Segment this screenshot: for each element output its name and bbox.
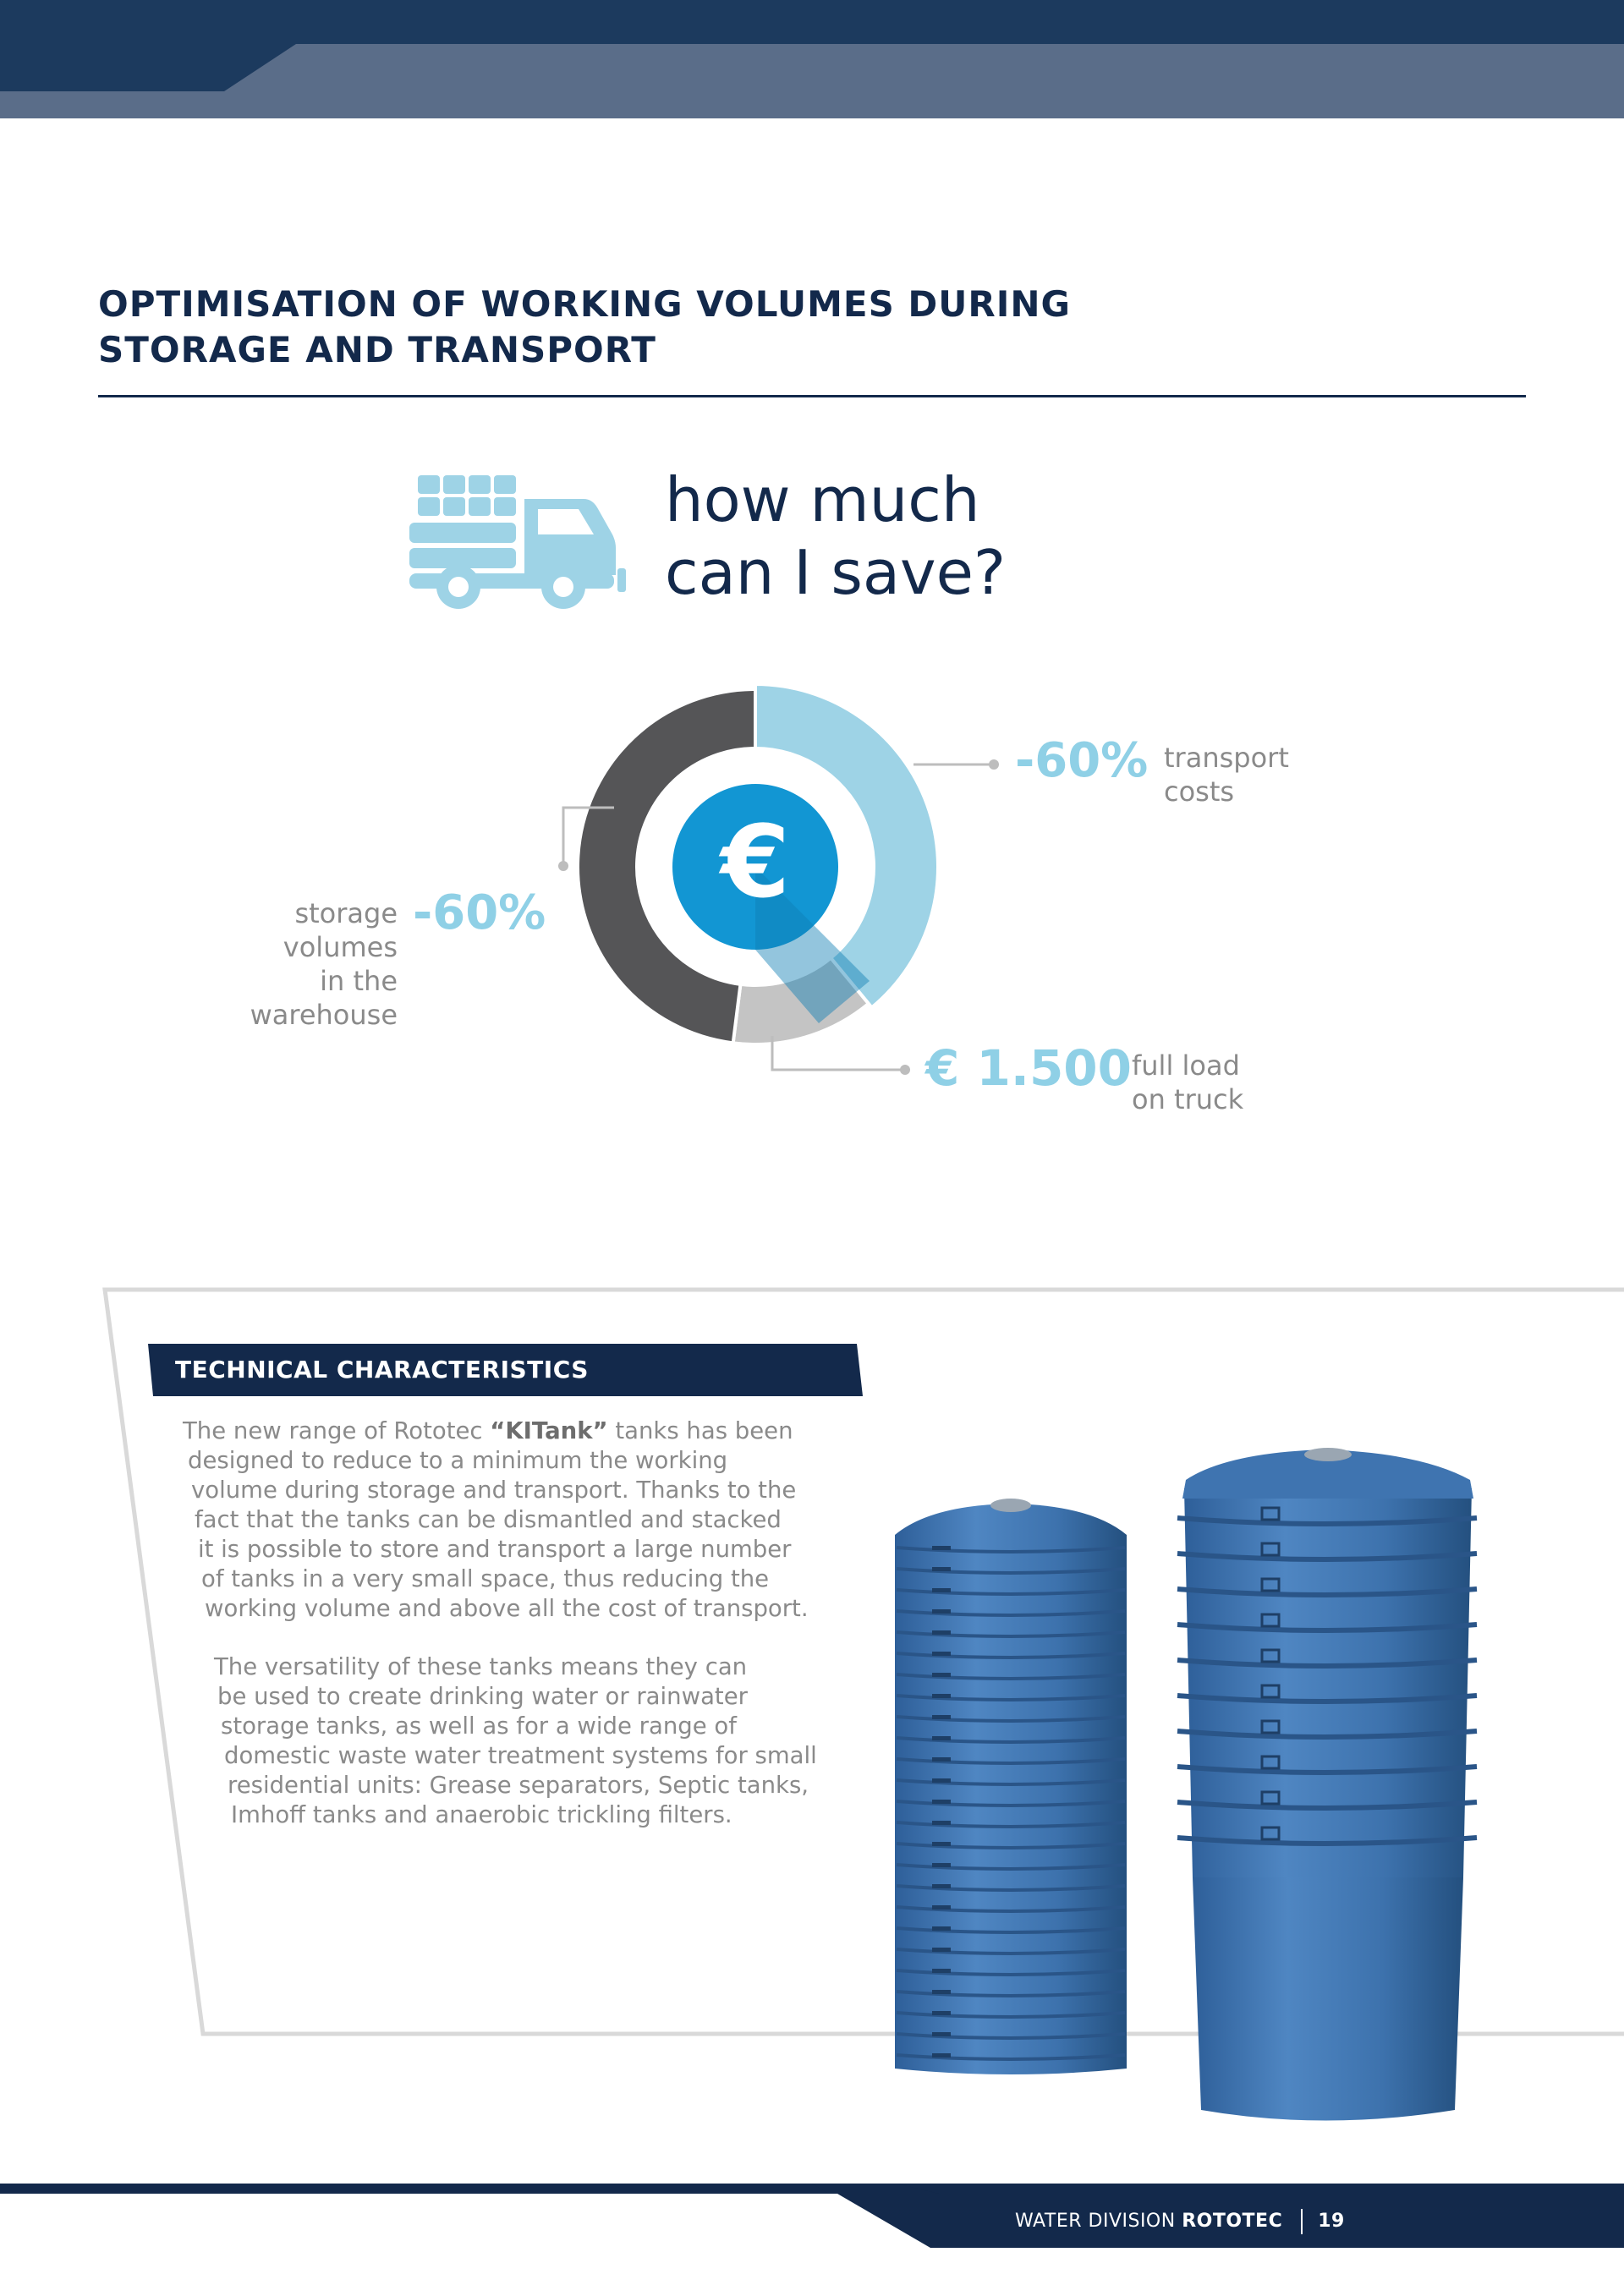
storage-label-line-2: volumes bbox=[283, 931, 398, 963]
full-load-label-line-2: on truck bbox=[1132, 1083, 1244, 1115]
storage-savings-value: -60% bbox=[413, 885, 546, 940]
footer-brand: ROTOTEC bbox=[1182, 2211, 1283, 2232]
page-number: 19 bbox=[1318, 2211, 1345, 2232]
paragraph-1-line-1 bbox=[183, 1417, 809, 1446]
technical-paragraph-1 bbox=[183, 1417, 809, 1624]
headline bbox=[665, 463, 1006, 609]
paragraph-2-line-5: residential units: Grease separators, Septic tanks, bbox=[228, 1772, 809, 1799]
transport-savings-value: -60% bbox=[1015, 733, 1149, 788]
storage-label-line-1: storage bbox=[294, 897, 398, 929]
paragraph-2-line-6: Imhoff tanks and anaerobic trickling filters. bbox=[231, 1801, 732, 1828]
paragraph-1-line-4: fact that the tanks can be dismantled and stacked bbox=[195, 1506, 782, 1533]
paragraph-1-line-7: working volume and above all the cost of transport. bbox=[205, 1595, 809, 1622]
technical-characteristics-label bbox=[148, 1344, 863, 1396]
section-title bbox=[98, 282, 1071, 373]
transport-label-line-1: transport bbox=[1164, 742, 1289, 774]
tall-ribbed-tank bbox=[895, 1499, 1127, 2074]
section-title-line-1: OPTIMISATION OF WORKING VOLUMES DURING bbox=[98, 283, 1071, 325]
headline-line-2: can I save? bbox=[665, 537, 1007, 608]
paragraph-1-line-5: it is possible to store and transport a large number bbox=[198, 1536, 792, 1563]
footer-division: WATER DIVISION bbox=[1015, 2211, 1182, 2232]
storage-savings-label bbox=[203, 896, 398, 1032]
storage-label-line-3: in the bbox=[320, 965, 398, 997]
paragraph-1-line-1c: tanks has been bbox=[607, 1417, 793, 1444]
headline-line-1: how much bbox=[665, 464, 980, 535]
paragraph-1-line-6: of tanks in a very small space, thus reducing the bbox=[201, 1565, 770, 1592]
full-load-label bbox=[1132, 1049, 1243, 1116]
truck-with-boxes-icon bbox=[409, 474, 626, 612]
savings-donut bbox=[491, 660, 964, 1066]
title-divider bbox=[98, 395, 1526, 397]
paragraph-1-line-2: designed to reduce to a minimum the working bbox=[188, 1447, 728, 1474]
paragraph-1-line-1a: The new range of Rototec bbox=[183, 1417, 491, 1444]
footer-separator bbox=[1301, 2209, 1303, 2234]
footer-text bbox=[1015, 2209, 1345, 2234]
paragraph-2-line-4: domestic waste water treatment systems for small bbox=[224, 1742, 817, 1769]
paragraph-2-line-3: storage tanks, as well as for a wide range of bbox=[221, 1712, 737, 1740]
stacked-tanks bbox=[1177, 1448, 1477, 2121]
transport-label-line-2: costs bbox=[1164, 775, 1235, 808]
technical-paragraph-2 bbox=[214, 1652, 817, 1830]
section-title-line-2: STORAGE AND TRANSPORT bbox=[98, 329, 656, 370]
stacked-tanks-image bbox=[880, 1438, 1522, 2131]
technical-characteristics-text: TECHNICAL CHARACTERISTICS bbox=[175, 1356, 589, 1384]
paragraph-2-line-2: be used to create drinking water or rainwater bbox=[217, 1683, 748, 1710]
paragraph-1-line-3: volume during storage and transport. Thanks to the bbox=[191, 1477, 797, 1504]
footer-band bbox=[0, 2173, 1624, 2296]
paragraph-2-line-1: The versatility of these tanks means they can bbox=[214, 1653, 748, 1680]
transport-savings-label bbox=[1164, 741, 1289, 808]
full-load-value: € 1.500 bbox=[925, 1039, 1133, 1097]
header-band bbox=[0, 0, 1624, 118]
product-name: “KITank” bbox=[490, 1417, 608, 1444]
euro-icon: € bbox=[720, 803, 791, 920]
storage-label-line-4: warehouse bbox=[250, 999, 398, 1031]
full-load-label-line-1: full load bbox=[1132, 1049, 1240, 1082]
